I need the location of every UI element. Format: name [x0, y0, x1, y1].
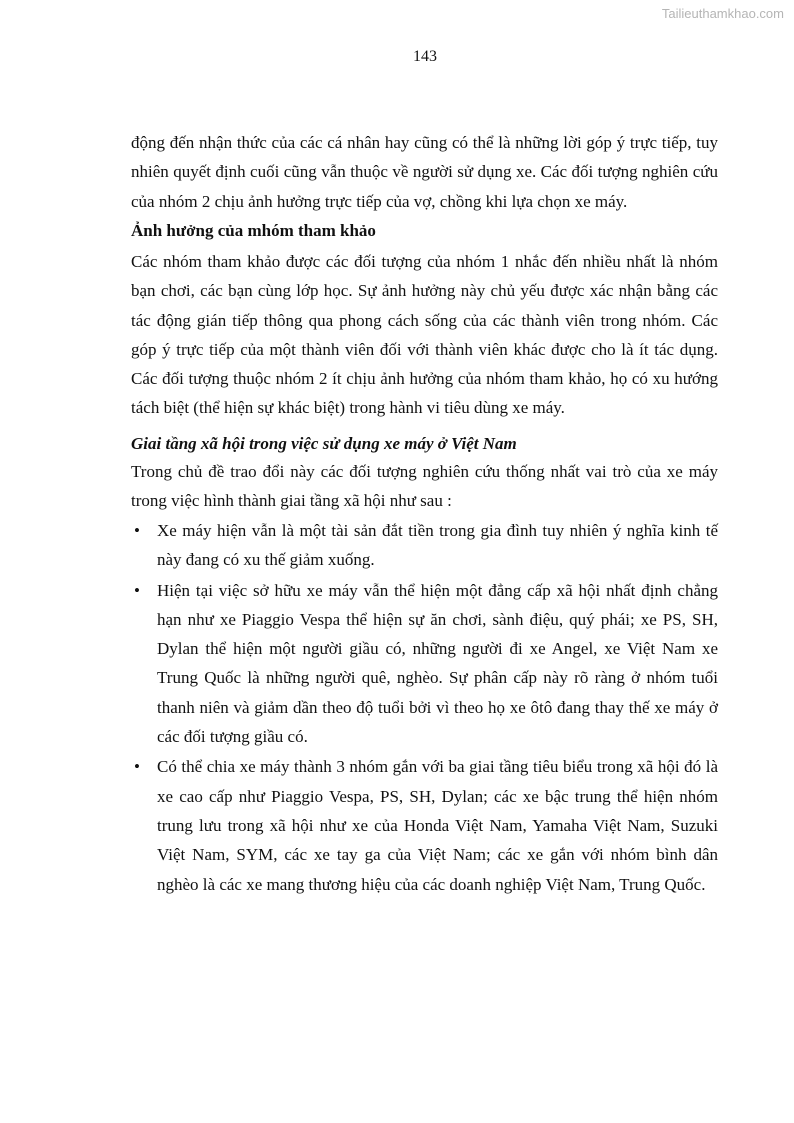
paragraph-1: động đến nhận thức của các cá nhân hay cũng có thể là những lời góp ý trực tiếp, tuy nhiên quyết định cuối cũng vẫn thuộc về người sử dụng xe. Các đối tượng nghiên cứu của nhóm 2 chịu ảnh hưởng trực tiếp của vợ, chồng khi lựa chọn xe máy. — [131, 133, 718, 211]
page-number: 143 — [413, 48, 437, 65]
bullet-icon: • — [134, 757, 140, 777]
list-item-text: Hiện tại việc sở hữu xe máy vẫn thể hiện một đẳng cấp xã hội nhất định chẳng hạn như xe Piaggio Vespa thể hiện sự ăn chơi, sành điệu, quý phái; xe PS, SH, Dylan thể hiện một người giầu có, những người đi xe Angel, xe Việt Nam xe Trung Quốc là những người quê, nghèo. Sự phân cấp này rõ ràng ở nhóm tuổi thanh niên và giảm dần theo độ tuổi bởi vì theo họ xe ôtô đang thay thế xe máy ở các đối tượng giầu có. — [157, 580, 718, 747]
paragraph-2: Các nhóm tham khảo được các đối tượng của nhóm 1 nhắc đến nhiều nhất là nhóm bạn chơi, các bạn cùng lớp học. Sự ảnh hưởng này chủ yếu được xác nhận bằng các tác động gián tiếp thông qua phong cách sống của các thành viên trong nhóm. Các góp ý trực tiếp của một thành viên đối với thành viên khác được cho là ít tác dụng. Các đối tượng thuộc nhóm 2 ít chịu ảnh hưởng của nhóm tham khảo, họ có xu hướng tách biệt (thể hiện sự khác biệt) trong hành vi tiêu dùng xe máy. — [131, 252, 718, 418]
list-item-text: Có thể chia xe máy thành 3 nhóm gắn với ba giai tầng tiêu biểu trong xã hội đó là xe cao cấp như Piaggio Vespa, PS, SH, Dylan; các xe bậc trung thể hiện nhóm trung lưu trong xã hội như xe của Honda Việt Nam, Yamaha Việt Nam, Suzuki Việt Nam, SYM, các xe tay ga của Việt Nam; các xe gắn với nhóm bình dân nghèo là các xe mang thương hiệu của các doanh nghiệp Việt Nam, Trung Quốc. — [157, 757, 718, 894]
watermark: Tailieuthamkhao.com — [661, 6, 784, 21]
heading-reference-group: Ảnh hưởng của mhóm tham khảo — [131, 221, 376, 240]
list-item — [131, 516, 718, 575]
bullet-icon: • — [134, 521, 140, 540]
list-item — [131, 752, 718, 898]
bullet-list — [131, 516, 718, 899]
bullet-icon: • — [134, 580, 140, 600]
paragraph-3: Trong chủ đề trao đổi này các đối tượng nghiên cứu thống nhất vai trò của xe máy trong việc hình thành giai tầng xã hội như sau : — [131, 462, 718, 511]
heading-social-class: Giai tầng xã hội trong việc sử dụng xe máy ở Việt Nam — [131, 434, 517, 453]
list-item — [131, 576, 718, 752]
list-item-text: Xe máy hiện vẫn là một tài sản đắt tiền trong gia đình tuy nhiên ý nghĩa kinh tế này đang có xu thế giảm xuống. — [157, 521, 718, 570]
